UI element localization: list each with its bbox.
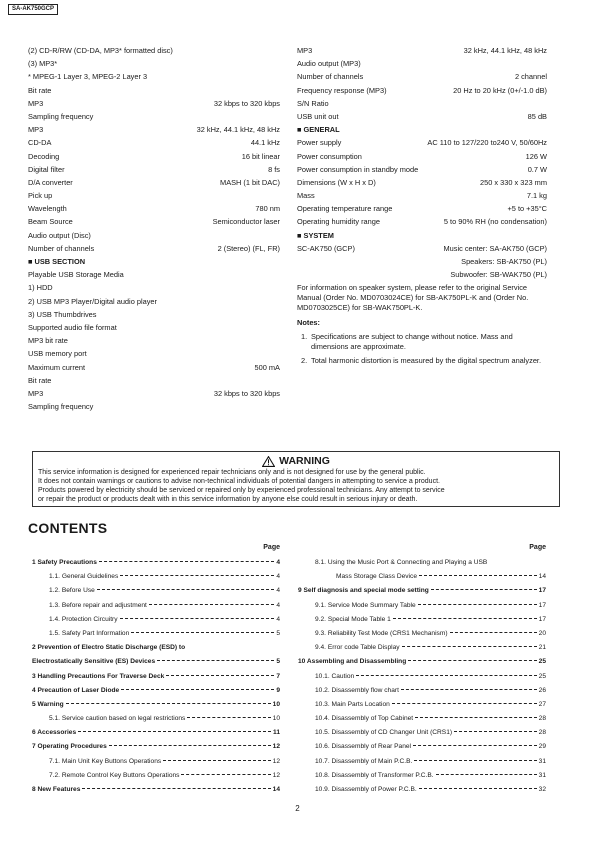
toc-entry-title: 5.1. Service caution based on legal restrictions — [49, 715, 186, 723]
toc-entry[interactable] — [32, 758, 280, 772]
toc-page-number: 14 — [272, 786, 280, 793]
spec-label: Sampling frequency — [28, 402, 94, 412]
spec-label: 1) HDD — [28, 283, 53, 293]
spec-label: ■ GENERAL — [297, 125, 340, 135]
toc-leader — [414, 760, 536, 761]
speaker-system-note: For information on speaker system, please refer to the original Service Manual (Order No. MD0703024CE) for SB-AK750PL-K and (Order No. MD0703025CE) for SB-WAK750PL-K. — [297, 283, 529, 312]
spec-row — [28, 72, 280, 81]
spec-label: 2) USB MP3 Player/Digital audio player — [28, 296, 157, 306]
toc-entry[interactable] — [32, 687, 280, 701]
toc-leader — [454, 731, 537, 732]
spec-value: MASH (1 bit DAC) — [220, 177, 280, 187]
toc-entry-title: 5 Warning — [32, 700, 64, 708]
spec-label: MP3 — [28, 125, 44, 135]
spec-row — [28, 297, 280, 306]
spec-value: 32 kHz, 44.1 kHz, 48 kHz — [463, 46, 547, 55]
spec-value: 0.7 W — [527, 164, 547, 174]
spec-label: Number of channels — [297, 72, 364, 82]
toc-entry-title: 9.4. Error code Table Display — [315, 644, 400, 652]
spec-label: Maximum current — [28, 362, 86, 372]
spec-row — [28, 323, 280, 332]
toc-entry-title: 1.5. Safety Part Information — [49, 629, 130, 637]
spec-value: Music center: SA-AK750 (GCP) — [443, 243, 547, 253]
toc-entry[interactable] — [32, 772, 280, 786]
spec-row — [28, 283, 280, 292]
toc-page-number: 4 — [276, 615, 280, 623]
spec-label: Beam Source — [28, 217, 73, 227]
toc-leader — [418, 604, 537, 605]
toc-leader — [97, 589, 275, 590]
spec-row — [28, 310, 280, 319]
toc-page-number: 11 — [273, 729, 280, 737]
spec-label: MP3 — [28, 98, 44, 108]
spec-value: 250 x 330 x 323 mm — [480, 177, 547, 187]
toc-page-number: 5 — [276, 658, 280, 666]
toc-entry-title: 7 Operating Procedures — [32, 743, 107, 751]
toc-page-number: 12 — [272, 743, 280, 751]
toc-leader — [109, 745, 271, 746]
toc-entry-title: 3 Handling Precautions For Traverse Deck — [32, 672, 165, 680]
toc-entry[interactable] — [298, 644, 546, 658]
toc-entry[interactable] — [32, 644, 280, 658]
toc-leader — [419, 575, 537, 576]
toc-page-number: 32 — [538, 786, 546, 793]
spec-value: 126 W — [525, 151, 547, 161]
spec-value: +5 to +35°C — [507, 204, 547, 214]
spec-row — [297, 99, 547, 108]
spec-value: 32 kHz, 44.1 kHz, 48 kHz — [196, 125, 280, 135]
spec-label: Number of channels — [28, 243, 95, 253]
toc-entry-title: 10.1. Caution — [315, 672, 355, 680]
spec-value: 5 to 90% RH (no condensation) — [443, 217, 547, 227]
page-number: 2 — [295, 804, 300, 813]
spec-label: Operating humidity range — [297, 217, 380, 227]
toc-entry-title: 9.2. Special Mode Table 1 — [315, 615, 391, 623]
spec-label: Pick up — [28, 191, 53, 201]
toc-leader — [78, 731, 271, 732]
specifications-left-column — [28, 46, 280, 415]
warning-line: Products powered by electricity should be serviced or repaired only by experienced professional technicians. Any attempt to service — [38, 487, 445, 494]
spec-label: S/N Ratio — [297, 98, 329, 108]
toc-entry-title: 9.3. Reliability Test Mode (CRS1 Mechanism) — [315, 629, 448, 637]
toc-entry-title: 10.6. Disassembly of Rear Panel — [315, 743, 412, 751]
toc-entry[interactable] — [32, 587, 280, 601]
toc-page-header: Page — [529, 544, 546, 551]
toc-leader — [66, 703, 271, 704]
toc-entry[interactable] — [32, 573, 280, 587]
system-component: Subwoofer: SB-WAK750 (PL) — [450, 270, 547, 280]
toc-leader — [356, 675, 536, 676]
toc-leader — [393, 618, 537, 619]
toc-entry-title: 4 Precaution of Laser Diode — [32, 686, 120, 694]
spec-row — [297, 72, 547, 81]
toc-page-number: 31 — [538, 757, 546, 765]
toc-leader — [431, 589, 537, 590]
spec-label: (3) MP3* — [28, 59, 58, 69]
spec-label: Playable USB Storage Media — [28, 270, 124, 280]
warning-line: This service information is designed for experienced repair technicians only and is not designed for use by the general public. — [38, 469, 426, 476]
toc-entry-title: 1.3. Before repair and adjustment — [49, 601, 147, 609]
spec-label: Audio output (Disc) — [28, 230, 91, 240]
spec-label: CD-DA — [28, 138, 52, 148]
note-number: 2. — [301, 356, 308, 366]
spec-value: 32 kbps to 320 kbps — [213, 98, 280, 108]
toc-entry-title: 10.5. Disassembly of CD Changer Unit (CRS1) — [315, 729, 453, 737]
spec-value: 20 Hz to 20 kHz (0+/-1.0 dB) — [453, 85, 547, 95]
toc-leader — [163, 760, 271, 761]
toc-entry[interactable] — [32, 658, 280, 672]
toc-leader — [419, 788, 537, 789]
spec-row — [28, 244, 280, 253]
toc-entry[interactable] — [298, 616, 546, 630]
spec-value: 16 bit linear — [241, 151, 280, 161]
toc-page-number: 28 — [538, 715, 546, 723]
toc-page-number: 27 — [538, 700, 546, 708]
toc-leader — [450, 632, 537, 633]
toc-entry[interactable] — [32, 786, 280, 800]
toc-entry[interactable] — [32, 743, 280, 757]
toc-entry[interactable] — [298, 658, 546, 672]
spec-row — [28, 46, 280, 55]
toc-entry[interactable] — [298, 743, 546, 757]
toc-entry[interactable] — [298, 786, 546, 800]
toc-left-column — [32, 543, 280, 800]
spec-label: Frequency response (MP3) — [297, 85, 387, 95]
toc-entry[interactable] — [298, 772, 546, 786]
toc-page-number: 10 — [272, 715, 280, 723]
spec-label: ■ USB SECTION — [28, 257, 86, 266]
spec-value: 2 channel — [514, 72, 547, 82]
toc-entry-title: 9 Self diagnosis and special mode setting — [298, 587, 429, 595]
toc-entry-title: 2 Prevention of Electro Static Discharge (ESD) to — [32, 644, 186, 652]
spec-row — [297, 244, 547, 253]
toc-page-header: Page — [263, 544, 280, 551]
toc-entry[interactable] — [32, 630, 280, 644]
toc-page-number: 31 — [538, 771, 546, 779]
toc-page-number: 4 — [276, 601, 280, 609]
spec-row — [28, 86, 280, 95]
toc-entry-title: 10.7. Disassembly of Main P.C.B. — [315, 757, 413, 765]
spec-section-heading — [297, 125, 547, 134]
toc-leader — [82, 788, 270, 789]
toc-entry[interactable] — [32, 602, 280, 616]
spec-row — [28, 125, 280, 134]
toc-entry-title: 6 Accessories — [32, 729, 77, 737]
spec-value: 7.1 kg — [526, 191, 547, 201]
toc-leader — [413, 745, 537, 746]
toc-page-number: 17 — [538, 615, 546, 623]
toc-page-number: 5 — [276, 629, 280, 637]
toc-entry-title: 10 Assembling and Disassembling — [298, 658, 407, 666]
spec-row — [28, 349, 280, 358]
toc-page-number: 9 — [276, 686, 280, 694]
spec-row — [28, 231, 280, 240]
spec-row — [297, 204, 547, 213]
spec-row — [28, 270, 280, 279]
note-text: Specifications are subject to change without notice. Mass and dimensions are approximate. — [311, 332, 513, 351]
spec-row — [297, 165, 547, 174]
toc-leader — [157, 660, 274, 661]
toc-entry[interactable] — [298, 729, 546, 743]
model-tag: SA-AK750GCP — [8, 4, 58, 15]
spec-section-heading — [28, 257, 280, 266]
toc-entry[interactable] — [32, 729, 280, 743]
note-text: Total harmonic distortion is measured by the digital spectrum analyzer. — [311, 356, 542, 366]
spec-label: USB unit out — [297, 111, 339, 121]
toc-leader — [181, 774, 270, 775]
warning-line: It does not contain warnings or cautions to advise non-technical individuals of potential dangers in attempting to service a product. — [38, 478, 440, 485]
toc-entry-title: 9.1. Service Mode Summary Table — [315, 601, 416, 609]
toc-leader — [149, 604, 274, 605]
spec-label: Bit rate — [28, 85, 52, 95]
spec-row — [28, 376, 280, 385]
toc-entry[interactable] — [298, 758, 546, 772]
toc-entry[interactable] — [32, 559, 280, 573]
notes-list — [297, 332, 547, 366]
spec-row — [28, 363, 280, 372]
toc-entry-title: 8.1. Using the Music Port & Connecting and Playing a USB — [315, 559, 488, 566]
toc-entry[interactable] — [298, 715, 546, 729]
spec-row — [28, 191, 280, 200]
spec-label: Supported audio file format — [28, 322, 117, 332]
spec-value: 44.1 kHz — [250, 138, 280, 148]
toc-page-number: 7 — [276, 672, 280, 680]
spec-row — [28, 152, 280, 161]
toc-leader — [131, 632, 274, 633]
toc-entry-title: 1.1. General Guidelines — [49, 573, 119, 581]
toc-right-column — [298, 543, 546, 800]
toc-leader — [408, 660, 536, 661]
toc-page-number: 29 — [538, 743, 546, 751]
spec-row — [297, 112, 547, 121]
spec-label: Digital filter — [28, 164, 65, 174]
spec-row — [28, 402, 280, 411]
spec-label: SC-AK750 (GCP) — [297, 243, 355, 253]
toc-page-number: 14 — [538, 573, 546, 581]
spec-row — [28, 204, 280, 213]
spec-row — [28, 389, 280, 398]
toc-leader — [120, 618, 275, 619]
spec-label: MP3 — [28, 388, 44, 398]
toc-leader — [99, 561, 274, 562]
toc-entry-title: 10.2. Disassembly flow chart — [315, 686, 399, 694]
spec-label: D/A converter — [28, 177, 73, 187]
toc-entry[interactable] — [298, 701, 546, 715]
spec-label: Power supply — [297, 138, 342, 148]
spec-label: ■ SYSTEM — [297, 230, 334, 240]
spec-label: Sampling frequency — [28, 111, 94, 121]
toc-entry-title: 1.4. Protection Circuitry — [49, 615, 118, 623]
toc-entry-title: 1 Safety Precautions — [32, 559, 97, 566]
toc-entry[interactable] — [298, 630, 546, 644]
spec-row — [297, 217, 547, 226]
toc-entry[interactable] — [32, 715, 280, 729]
toc-leader — [121, 689, 274, 690]
notes-heading: Notes: — [297, 318, 320, 328]
spec-row — [28, 165, 280, 174]
toc-entry-title: 1.2. Before Use — [49, 587, 95, 595]
spec-value: 780 nm — [255, 204, 280, 214]
toc-leader — [415, 717, 537, 718]
spec-label: (2) CD-R/RW (CD-DA, MP3* formatted disc) — [28, 46, 173, 55]
toc-page-number: 10 — [272, 700, 280, 708]
toc-page-number: 28 — [538, 729, 546, 737]
spec-row — [28, 138, 280, 147]
toc-entry-title: 10.3. Main Parts Location — [315, 700, 390, 708]
toc-page-number: 17 — [538, 601, 546, 609]
spec-row — [297, 86, 547, 95]
spec-row — [297, 191, 547, 200]
toc-entry[interactable] — [298, 673, 546, 687]
spec-row — [297, 152, 547, 161]
spec-label: MP3 bit rate — [28, 336, 68, 346]
warning-title — [38, 455, 554, 467]
toc-entry[interactable] — [298, 559, 546, 573]
toc-entry-title: Mass Storage Class Device — [336, 573, 417, 581]
toc-page-number: 26 — [538, 686, 546, 694]
toc-entry-title: 10.8. Disassembly of Transformer P.C.B. — [315, 771, 434, 779]
warning-box — [32, 451, 560, 507]
toc-leader — [166, 675, 274, 676]
spec-label: Audio output (MP3) — [297, 59, 361, 69]
spec-row — [28, 178, 280, 187]
toc-entry[interactable] — [298, 573, 546, 587]
spec-label: Bit rate — [28, 375, 52, 385]
toc-entry[interactable] — [32, 616, 280, 630]
spec-row — [297, 46, 547, 55]
toc-entry-title: 10.9. Disassembly of Power P.C.B. — [315, 786, 417, 793]
spec-row — [28, 59, 280, 68]
toc-page-number: 4 — [276, 573, 280, 581]
spec-label: Power consumption in standby mode — [297, 164, 419, 174]
toc-leader — [392, 703, 537, 704]
toc-page-number: 4 — [276, 559, 280, 566]
toc-entry-title: 7.1. Main Unit Key Buttons Operations — [49, 757, 162, 765]
toc-leader — [187, 717, 270, 718]
toc-entry[interactable] — [298, 587, 546, 601]
spec-value: 8 fs — [268, 164, 280, 174]
spec-label: Dimensions (W x H x D) — [297, 177, 376, 187]
warning-text — [38, 468, 554, 504]
toc-page-number: 12 — [272, 771, 280, 779]
toc-page-number: 17 — [538, 587, 546, 595]
spec-label: Decoding — [28, 151, 60, 161]
toc-page-number: 25 — [538, 672, 546, 680]
spec-label: 3) USB Thumbdrives — [28, 309, 97, 319]
spec-label: MP3 — [297, 46, 313, 55]
spec-row — [28, 217, 280, 226]
toc-leader — [436, 774, 537, 775]
note-item — [301, 332, 547, 351]
spec-row — [297, 178, 547, 187]
spec-value: 32 kbps to 320 kbps — [213, 388, 280, 398]
toc-entry[interactable] — [32, 673, 280, 687]
warning-title-text: WARNING — [279, 455, 330, 467]
toc-page-number: 20 — [538, 629, 546, 637]
spec-label: Operating temperature range — [297, 204, 393, 214]
spec-label: USB memory port — [28, 349, 87, 359]
spec-row — [28, 99, 280, 108]
spec-value: 85 dB — [527, 111, 547, 121]
warning-triangle-icon — [262, 456, 275, 467]
warning-line: or repair the product or products dealt with in this service information by anyone else could result in serious injury or death. — [38, 496, 418, 503]
spec-label: Power consumption — [297, 151, 362, 161]
specifications-right-column — [297, 46, 547, 371]
toc-entry-title: Electrostatically Sensitive (ES) Devices — [32, 658, 156, 666]
toc-leader — [402, 646, 537, 647]
toc-page-number: 25 — [538, 658, 546, 666]
spec-section-heading — [297, 231, 547, 240]
toc-page-number: 4 — [276, 587, 280, 595]
spec-row — [28, 112, 280, 121]
toc-leader — [401, 689, 537, 690]
spec-value: Semiconductor laser — [212, 217, 280, 227]
spec-label: Wavelength — [28, 204, 67, 214]
spec-row — [28, 336, 280, 345]
spec-row — [297, 138, 547, 147]
contents-title: CONTENTS — [28, 520, 108, 536]
toc-leader — [120, 575, 274, 576]
spec-label: * MPEG-1 Layer 3, MPEG-2 Layer 3 — [28, 72, 148, 82]
note-number: 1. — [301, 332, 308, 342]
spec-value: AC 110 to 127/220 to240 V, 50/60Hz — [427, 138, 547, 148]
toc-entry-title: 10.4. Disassembly of Top Cabinet — [315, 715, 414, 723]
toc-entry[interactable] — [298, 602, 546, 616]
toc-entry[interactable] — [298, 687, 546, 701]
note-item — [301, 356, 547, 366]
toc-entry[interactable] — [32, 701, 280, 715]
spec-value: 2 (Stereo) (FL, FR) — [217, 243, 280, 253]
toc-page-number: 21 — [538, 644, 546, 652]
spec-value: 500 mA — [254, 362, 280, 372]
toc-entry-title: 8 New Features — [32, 786, 81, 793]
spec-row — [297, 59, 547, 68]
toc-page-number: 12 — [272, 757, 280, 765]
toc-entry-title: 7.2. Remote Control Key Buttons Operations — [49, 771, 180, 779]
spec-label: Mass — [297, 191, 315, 201]
system-component: Speakers: SB-AK750 (PL) — [461, 257, 547, 266]
